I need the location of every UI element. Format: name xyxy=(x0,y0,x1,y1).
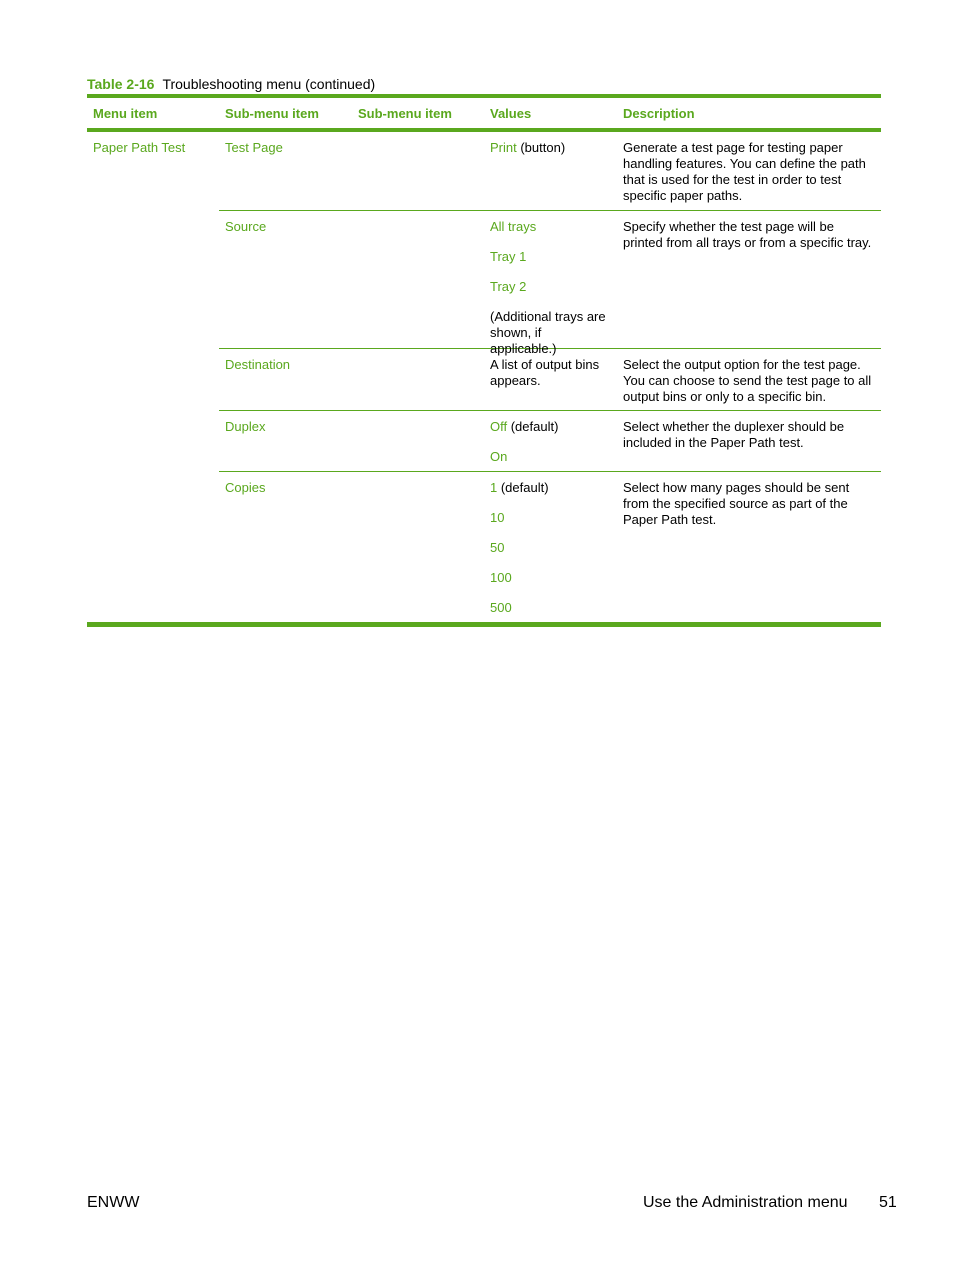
value-option xyxy=(490,570,611,586)
values-cell xyxy=(484,211,617,356)
table-caption xyxy=(87,75,375,93)
values-cell xyxy=(484,349,617,410)
header-sub-menu-item-2: Sub-menu item xyxy=(358,105,452,121)
table-title: Troubleshooting menu (continued) xyxy=(162,76,376,92)
value-link[interactable]: 10 xyxy=(490,510,505,525)
value-option xyxy=(490,480,611,496)
value-option xyxy=(490,357,611,389)
table-body xyxy=(87,132,881,622)
value-link[interactable]: 100 xyxy=(490,570,512,585)
value-link[interactable]: 1 xyxy=(490,480,498,495)
menu-item-cell xyxy=(87,211,219,348)
submenu-item-2-cell xyxy=(352,132,484,210)
value-option xyxy=(490,510,611,526)
description-cell: Select the output option for the test page. You can choose to send the test page to all output bins or only to a specific bin. xyxy=(623,357,872,404)
values-cell xyxy=(484,132,617,210)
value-link[interactable]: Tray 1 xyxy=(490,249,527,264)
submenu-item-cell[interactable]: Copies xyxy=(225,480,266,495)
description-cell: Select how many pages should be sent from the specified source as part of the Paper Path test. xyxy=(623,480,850,527)
value-option xyxy=(490,249,611,265)
footer-page-number: 51 xyxy=(879,1194,897,1211)
value-text: (default) xyxy=(507,419,559,434)
value-text: A list of output bins appears. xyxy=(490,357,603,388)
submenu-item-cell[interactable]: Destination xyxy=(225,357,291,372)
table-number: Table 2-16 xyxy=(87,76,155,92)
table-row xyxy=(87,472,881,622)
table-header-row xyxy=(87,98,881,128)
value-link[interactable]: All trays xyxy=(490,219,537,234)
submenu-item-2-cell xyxy=(352,349,484,410)
value-link[interactable]: On xyxy=(490,449,508,464)
values-cell xyxy=(484,472,617,622)
menu-item-cell xyxy=(87,411,219,471)
value-option xyxy=(490,279,611,295)
table-row xyxy=(87,411,881,471)
table-row xyxy=(87,132,881,210)
value-link[interactable]: Tray 2 xyxy=(490,279,527,294)
troubleshooting-table xyxy=(87,94,881,627)
submenu-item-cell[interactable]: Source xyxy=(225,219,267,234)
description-cell: Specify whether the test page will be printed from all trays or from a specific tray. xyxy=(623,219,872,250)
submenu-item-cell[interactable]: Duplex xyxy=(225,419,266,434)
value-text: (Additional trays are shown, if applicable.) xyxy=(490,309,610,356)
header-menu-item: Menu item xyxy=(93,105,158,121)
footer-left: ENWW xyxy=(87,1194,140,1211)
values-cell xyxy=(484,411,617,471)
table-bottom-rule xyxy=(87,622,881,627)
value-link[interactable]: 500 xyxy=(490,600,512,615)
menu-item-cell[interactable]: Paper Path Test xyxy=(93,140,186,155)
value-option xyxy=(490,419,611,435)
value-option xyxy=(490,140,611,156)
table-row xyxy=(87,349,881,410)
value-option xyxy=(490,600,611,616)
submenu-item-2-cell xyxy=(352,411,484,471)
menu-item-cell xyxy=(87,349,219,410)
description-cell: Select whether the duplexer should be included in the Paper Path test. xyxy=(623,419,845,450)
value-text: (button) xyxy=(516,140,566,155)
value-link[interactable]: 50 xyxy=(490,540,505,555)
menu-item-cell xyxy=(87,472,219,622)
value-link[interactable]: Print xyxy=(490,140,517,155)
value-option xyxy=(490,449,611,465)
description-cell: Generate a test page for testing paper handling features. You can define the path that is used for the test in order to test specific paper paths. xyxy=(623,140,866,203)
value-option xyxy=(490,540,611,556)
value-text: (default) xyxy=(497,480,549,495)
header-values: Values xyxy=(490,105,532,121)
value-link[interactable]: Off xyxy=(490,419,508,434)
submenu-item-2-cell xyxy=(352,472,484,622)
header-sub-menu-item: Sub-menu item xyxy=(225,105,319,121)
submenu-item-cell[interactable]: Test Page xyxy=(225,140,283,155)
table-row xyxy=(87,211,881,356)
submenu-item-2-cell xyxy=(352,211,484,348)
value-option xyxy=(490,219,611,235)
header-description: Description xyxy=(623,105,695,121)
footer-section: Use the Administration menu xyxy=(643,1194,848,1211)
